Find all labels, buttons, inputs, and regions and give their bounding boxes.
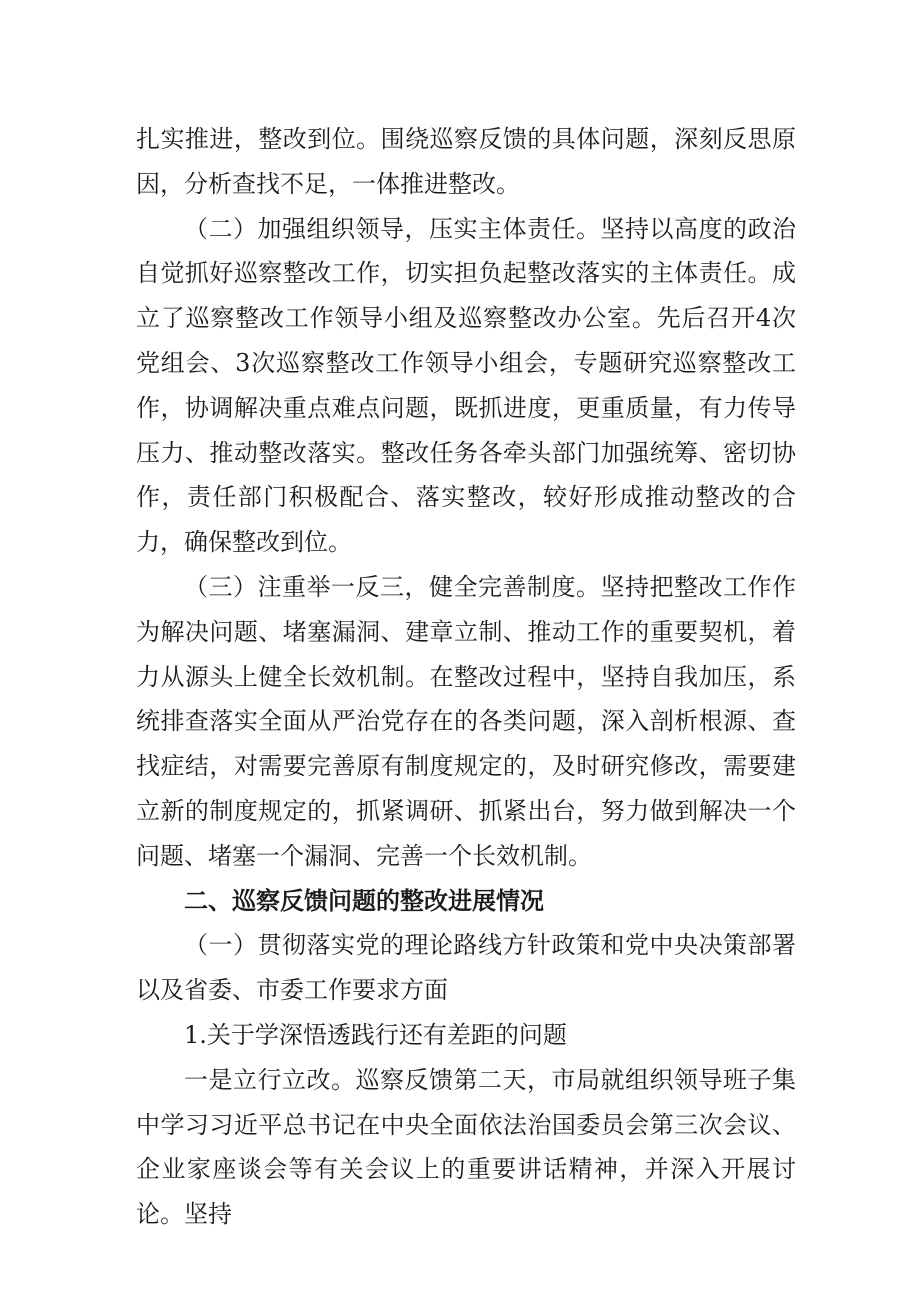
paragraph-section-3 xyxy=(136,565,796,879)
document-body xyxy=(136,117,796,1237)
paragraph-subsection-1: （一）贯彻落实党的理论路线方针政策和党中央决策部署以及省委、市委工作要求方面 xyxy=(136,931,796,1005)
paragraph-continuation: 扎实推进，整改到位。围绕巡察反馈的具体问题，深刻反思原因，分析查找不足，一体推进整改。 xyxy=(136,125,796,198)
paragraph-item-1: 1.关于学深悟透践行还有差距的问题 xyxy=(184,1020,567,1049)
section-2-body: 坚持以高度的政治自觉抓好巡察整改工作，切实担负起整改落实的主体责任。成立了巡察整改工作领导小组及巡察整改办公室。先后召开4次党组会、3次巡察整改工作领导小组会，专题研究巡察整改工作，协调解决重点难点问题，既抓进度，更重质量，有力传导压力、推动整改落实。整改任务各牵头部门加强统筹、密切协作，责任部门积极配合、落实整改，较好形成推动整改的合力，确保整改到位。 xyxy=(136,214,796,557)
paragraph-section-2 xyxy=(136,207,796,565)
section-2-lead: （二）加强组织领导，压实主体责任。 xyxy=(184,214,601,243)
heading-part-2: 二、巡察反馈问题的整改进展情况 xyxy=(184,886,544,915)
section-3-body: 坚持把整改工作作为解决问题、堵塞漏洞、建章立制、推动工作的重要契机，着力从源头上健全长效机制。在整改过程中，坚持自我加压，系统排查落实全面从严治党存在的各类问题，深入剖析根源、查找症结，对需要完善原有制度规定的，及时研究修改，需要建立新的制度规定的，抓紧调研、抓紧出台，努力做到解决一个问题、堵塞一个漏洞、完善一个长效机制。 xyxy=(136,572,796,870)
section-3-lead: （三）注重举一反三，健全完善制度。 xyxy=(184,572,601,601)
paragraph-item-1-detail: 一是立行立改。巡察反馈第二天，市局就组织领导班子集中学习习近平总书记在中央全面依法治国委员会第三次会议、企业家座谈会等有关会议上的重要讲话精神，并深入开展讨论。坚持 xyxy=(136,1065,796,1229)
